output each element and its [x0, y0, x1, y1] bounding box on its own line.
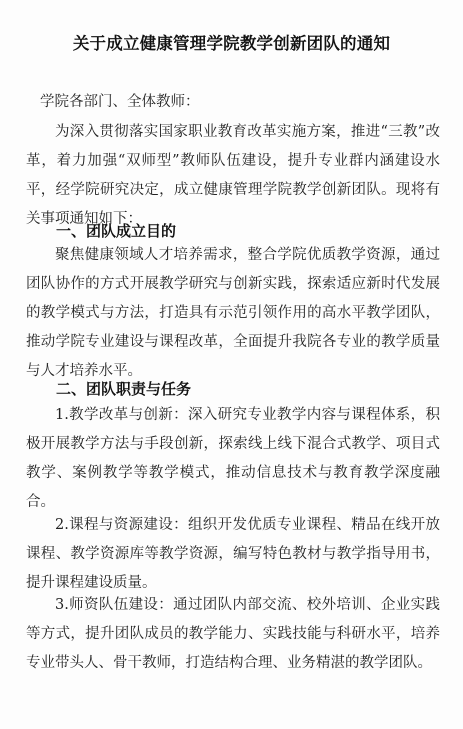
intro-paragraph: 为深入贯彻落实国家职业教育改革实施方案，推进“三教”改革，着力加强“双师型”教师队伍建设，提升专业群内涵建设水平，经学院研究决定，成立健康管理学院教学创新团队。现将有关事项通知如下： [26, 124, 440, 227]
section-1-heading: 一、团队成立目的 [56, 222, 177, 240]
greeting: 学院各部门、全体教师： [40, 94, 200, 110]
document-title: 关于成立健康管理学院教学创新团队的通知 [72, 34, 391, 53]
section-2-heading: 二、团队职责与任务 [56, 380, 192, 398]
section-2-item-3: 3.师资队伍建设：通过团队内部交流、校外培训、企业实践等方式，提升团队成员的教学能力、实践技能与科研水平，培养专业带头人、骨干教师，打造结构合理、业务精湛的教学团队。 [26, 597, 440, 671]
section-2-item-1: 1.教学改革与创新：深入研究专业教学内容与课程体系，积极开展教学方法与手段创新，探索线上线下混合式教学、项目式教学、案例教学等教学模式，推动信息技术与教育教学深度融合。 [26, 407, 440, 510]
section-2-item-2: 2.课程与资源建设：组织开发优质专业课程、精品在线开放课程、教学资源库等教学资源，编写特色教材与教学指导用书，提升课程建设质量。 [26, 517, 440, 591]
section-1-paragraph: 聚焦健康领域人才培养需求，整合学院优质教学资源，通过团队协作的方式开展教学研究与创新实践，探索适应新时代发展的教学模式与方法，打造具有示范引领作用的高水平教学团队，推动学院专业建设与课程改革，全面提升我院各专业的教学质量与人才培养水平。 [26, 247, 440, 379]
